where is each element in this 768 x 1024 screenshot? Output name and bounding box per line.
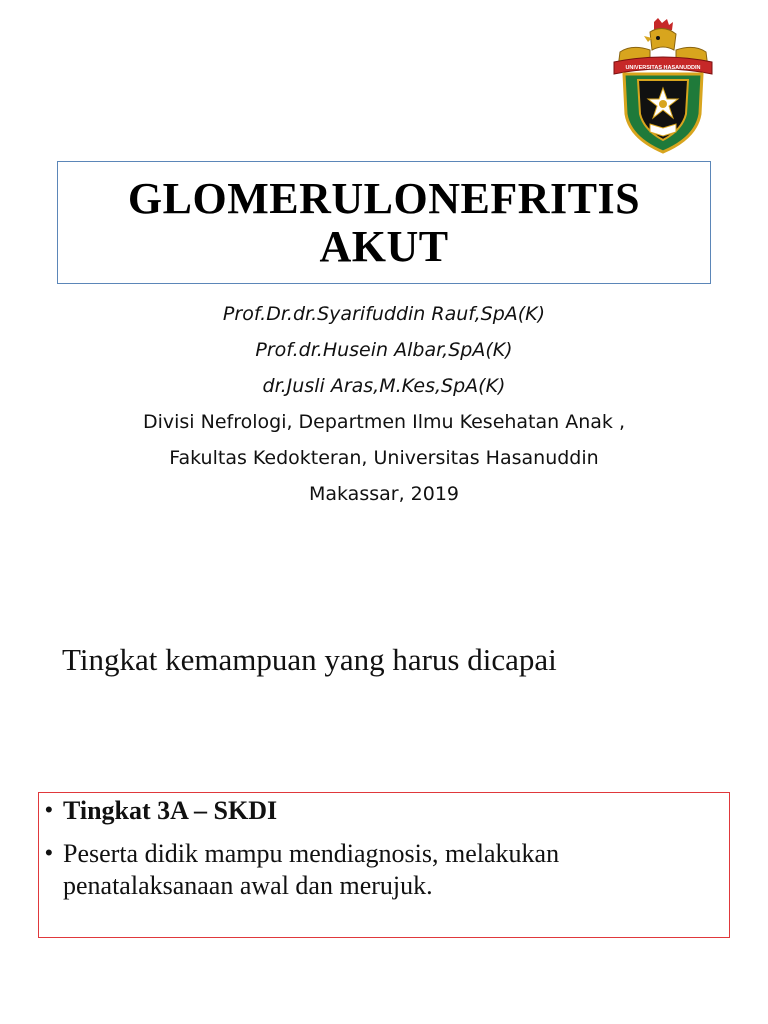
author-block bbox=[0, 296, 768, 512]
competency-box bbox=[38, 792, 730, 938]
bullet-icon: • bbox=[45, 840, 53, 865]
affiliation-place-year: Makassar, 2019 bbox=[308, 483, 460, 505]
university-emblem-icon bbox=[610, 18, 716, 154]
title-line-2: AKUT bbox=[319, 221, 449, 271]
banner-text: UNIVERSITAS HASANUDDIN bbox=[625, 65, 701, 71]
competency-heading: Tingkat kemampuan yang harus dicapai bbox=[62, 642, 557, 677]
university-logo bbox=[610, 18, 716, 154]
competency-level: Tingkat 3A – SKDI bbox=[63, 796, 278, 825]
title-box bbox=[57, 161, 711, 284]
bullet-item-level bbox=[45, 795, 277, 827]
bullet-item-description bbox=[45, 838, 705, 902]
competency-description bbox=[63, 838, 559, 902]
author-name-3: dr.Jusli Aras,M.Kes,SpA(K) bbox=[262, 375, 506, 397]
affiliation-division: Divisi Nefrologi, Departmen Ilmu Kesehatan Anak , bbox=[142, 411, 626, 433]
description-line-2: penatalaksanaan awal dan merujuk. bbox=[63, 871, 433, 900]
rooster-crest bbox=[644, 18, 676, 50]
description-line-1: Peserta didik mampu mendiagnosis, melakukan bbox=[63, 839, 560, 868]
bullet-icon: • bbox=[45, 797, 53, 822]
title-line-1: GLOMERULONEFRITIS bbox=[127, 173, 641, 223]
affiliation-faculty: Fakultas Kedokteran, Universitas Hasanuddin bbox=[169, 447, 599, 469]
author-name-1: Prof.Dr.dr.Syarifuddin Rauf,SpA(K) bbox=[222, 303, 546, 325]
author-name-2: Prof.dr.Husein Albar,SpA(K) bbox=[255, 339, 513, 361]
